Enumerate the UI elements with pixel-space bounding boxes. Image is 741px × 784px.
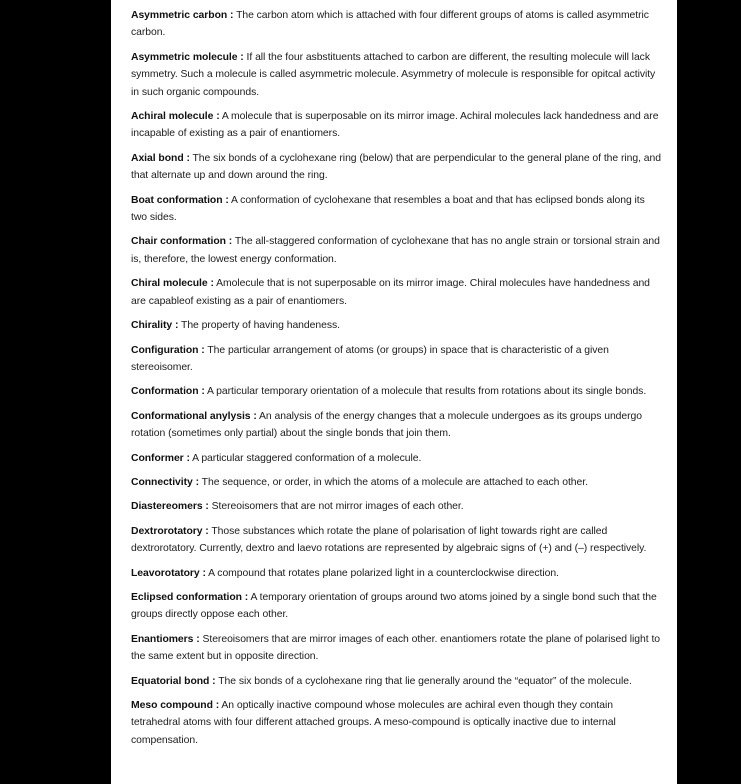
glossary-entry-chirality <box>131 317 661 334</box>
glossary-definition: A particular temporary orientation of a molecule that results from rotations about its single bonds. <box>204 386 647 398</box>
glossary-definition: Amolecule that is not superposable on its mirror image. Chiral molecules have handedness and are capableof existing as a pair of enantiomers. <box>131 278 650 307</box>
glossary-entry-axial-bond <box>131 150 661 185</box>
glossary-definition: A compound that rotates plane polarized light in a counterclockwise direction. <box>205 567 559 579</box>
glossary-definition: If all the four asbstituents attached to carbon are different, the resulting molecule will lack symmetry. Such a molecule is called asymmetric molecule. Asymmetry of molecule is responsible for opitcal activity in such organic compounds. <box>131 51 656 98</box>
glossary-term: Achiral molecule : <box>131 111 220 123</box>
glossary-term: Configuration : <box>131 344 205 356</box>
glossary-term: Leavorotatory : <box>131 567 206 579</box>
glossary-definition: A conformation of cyclohexane that resembles a boat and that has eclipsed bonds along its two sides. <box>131 194 645 224</box>
glossary-entry-meso-compound <box>131 697 661 749</box>
glossary-entry-diastereomers <box>131 498 661 515</box>
glossary-entry-conformation <box>131 383 661 400</box>
glossary-entry-connectivity <box>131 474 661 491</box>
glossary-definition: The all-staggered conformation of cyclohexane that has no angle strain or torsional strain and is, therefore, the lowest energy conformation. <box>131 236 660 265</box>
glossary-definition: The carbon atom which is attached with four different groups of atoms is called asymmetric carbon. <box>131 10 649 39</box>
glossary-term: Chair conformation : <box>131 236 233 248</box>
glossary-definition: A particular staggered conformation of a molecule. <box>189 452 422 464</box>
glossary-entry-configuration <box>131 342 661 377</box>
glossary-term: Diastereomers : <box>131 501 209 513</box>
glossary-term: Meso compound : <box>131 700 220 711</box>
glossary-term: Eclipsed conformation : <box>131 591 249 603</box>
glossary-term: Conformation : <box>131 386 205 398</box>
glossary-entry-eclipsed-conformation <box>131 589 661 624</box>
glossary-term: Conformational anylysis : <box>131 410 257 422</box>
glossary-entry-equatorial-bond <box>131 673 661 690</box>
glossary-definition: A molecule that is superposable on its mirror image. Achiral molecules lack handedness and are incapable of existing as a pair of enantiomers. <box>131 111 659 140</box>
glossary-entry-boat-conformation <box>131 192 661 227</box>
glossary-definition: An analysis of the energy changes that a molecule undergoes as its groups undergo rotation (sometimes only partial) about the single bonds that join them. <box>131 410 643 440</box>
glossary-definition: An optically inactive compound whose molecules are achiral even though they contain tetrahedral atoms with four different attached groups. A meso-compound is optically inactive due to internal compensation. <box>131 700 616 746</box>
glossary-list <box>131 7 661 756</box>
glossary-entry-chair-conformation <box>131 233 661 268</box>
glossary-definition: The six bonds of a cyclohexane ring (below) that are perpendicular to the general plane of the ring, and that alternate up and down around the ring. <box>131 152 661 182</box>
glossary-entry-enantiomers <box>131 631 661 666</box>
glossary-term: Connectivity : <box>131 476 200 488</box>
glossary-definition: Stereoisomers that are not mirror images of each other. <box>208 501 464 513</box>
glossary-term: Dextrorotatory : <box>131 525 209 537</box>
glossary-definition: The six bonds of a cyclohexane ring that lie generally around the “equator” of the molecule. <box>215 675 632 687</box>
glossary-entry-achiral-molecule <box>131 108 661 143</box>
glossary-definition: The particular arrangement of atoms (or groups) in space that is characteristic of a given stereoisomer. <box>131 344 609 373</box>
glossary-term: Asymmetric molecule : <box>131 51 244 63</box>
glossary-entry-dextrorotatory <box>131 523 661 558</box>
glossary-definition: Those substances which rotate the plane of polarisation of light towards right are called dextrorotatory. Currently, dextro and laevo rotations are represented by algebraic signs of (+) and (–) respectively. <box>131 525 647 555</box>
glossary-definition: A temporary orientation of groups around two atoms joined by a single bond such that the groups directly oppose each other. <box>131 591 657 621</box>
glossary-definition: The sequence, or order, in which the atoms of a molecule are attached to each other. <box>199 476 588 488</box>
glossary-entry-chiral-molecule <box>131 275 661 310</box>
glossary-entry-leavorotatory <box>131 565 661 582</box>
document-page <box>111 0 677 784</box>
glossary-term: Conformer : <box>131 452 190 464</box>
glossary-definition: Stereoisomers that are mirror images of each other. enantiomers rotate the plane of polarised light to the same extent but in opposite direction. <box>131 633 661 663</box>
glossary-term: Chirality : <box>131 320 179 332</box>
glossary-definition: The property of having handeness. <box>178 320 340 332</box>
glossary-entry-conformational-analysis <box>131 408 661 443</box>
glossary-term: Chiral molecule : <box>131 278 214 290</box>
glossary-term: Enantiomers : <box>131 633 200 645</box>
glossary-term: Axial bond : <box>131 152 190 164</box>
glossary-term: Asymmetric carbon : <box>131 10 234 21</box>
glossary-entry-asymmetric-molecule <box>131 49 661 101</box>
glossary-term: Boat conformation : <box>131 194 229 206</box>
glossary-entry-conformer <box>131 450 661 467</box>
glossary-term: Equatorial bond : <box>131 675 216 687</box>
glossary-entry-asymmetric-carbon <box>131 7 661 42</box>
